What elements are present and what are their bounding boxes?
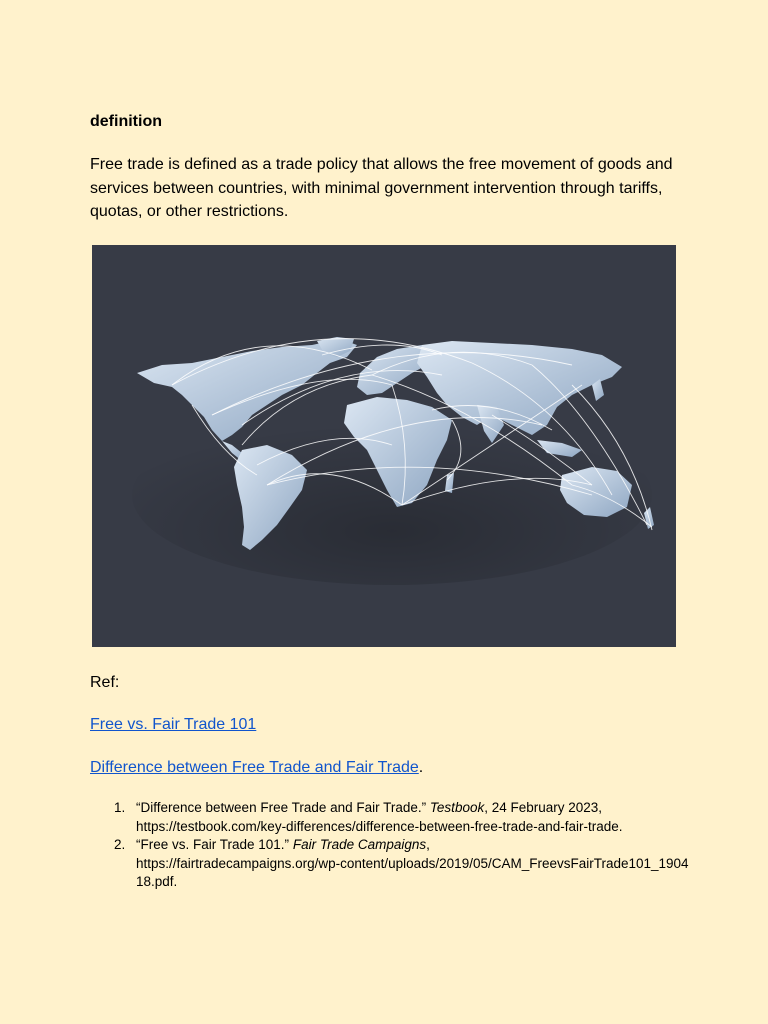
world-trade-map-image — [92, 245, 676, 647]
link-free-vs-fair-trade[interactable]: Free vs. Fair Trade 101 — [90, 716, 257, 733]
reference-url: https://testbook.com/key-differences/difference-between-free-trade-and-fair-trade. — [136, 818, 623, 834]
reference-quote: “Free vs. Fair Trade 101.” — [136, 837, 290, 852]
list-item — [90, 799, 690, 836]
reference-number: 1. — [114, 800, 126, 815]
reference-number: 2. — [114, 837, 126, 852]
link-line-difference — [90, 758, 423, 778]
reference-source: Fair Trade Campaigns — [292, 837, 427, 852]
list-item — [90, 836, 690, 892]
reference-source: Testbook — [429, 800, 485, 815]
reference-url: https://fairtradecampaigns.org/wp-content/uploads/2019/05/CAM_FreevsFairTrade101_190418.pdf. — [136, 855, 689, 889]
link-suffix: . — [418, 759, 424, 776]
reference-quote: “Difference between Free Trade and Fair Trade.” — [136, 800, 427, 815]
ref-label: Ref: — [90, 674, 120, 691]
reference-date: , 24 February 2023, — [484, 800, 603, 815]
definition-paragraph: Free trade is defined as a trade policy that allows the free movement of goods and services between countries, with minimal government intervention through tariffs, quotas, or other restrictions. — [90, 156, 673, 220]
section-heading: definition — [90, 113, 162, 130]
world-map-illustration — [92, 245, 676, 647]
link-difference-free-fair-trade[interactable]: Difference between Free Trade and Fair Trade — [90, 759, 419, 776]
references-list — [90, 799, 690, 892]
reference-date: , — [426, 837, 430, 852]
